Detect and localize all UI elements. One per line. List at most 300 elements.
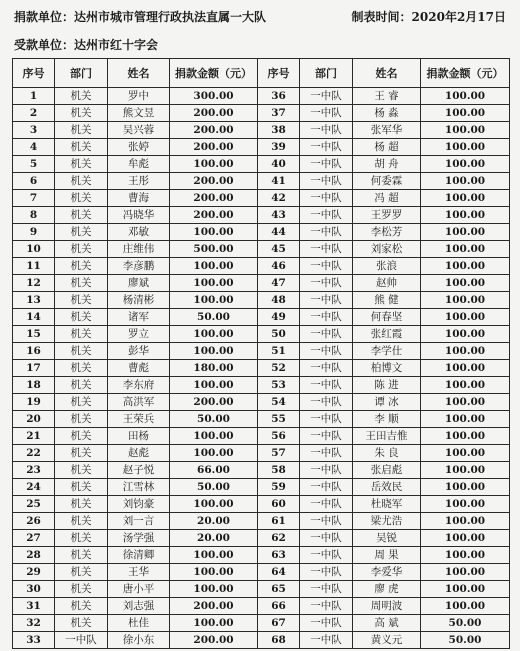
department: 机关: [55, 530, 108, 547]
department: 机关: [55, 394, 108, 411]
donation-amount: 100.00: [421, 445, 510, 462]
table-row: [13, 496, 510, 513]
department: 一中队: [300, 479, 353, 496]
donor-name: 王荣兵: [108, 411, 170, 428]
row-number: 30: [13, 581, 55, 598]
donor-name: 赵彪: [108, 445, 170, 462]
row-number: 17: [13, 360, 55, 377]
recipient-unit: 受款单位：达州市红十字会: [14, 38, 159, 52]
row-number: 5: [13, 156, 55, 173]
department: 一中队: [300, 207, 353, 224]
donor-name: 杨清彬: [108, 292, 170, 309]
row-number: 64: [258, 564, 300, 581]
row-number: 48: [258, 292, 300, 309]
department: 机关: [55, 462, 108, 479]
department: 一中队: [300, 445, 353, 462]
donation-amount: 200.00: [170, 122, 258, 139]
table-header-row: [13, 59, 510, 88]
department: 一中队: [300, 258, 353, 275]
donor-name: 李爱华: [353, 564, 421, 581]
table-row: [13, 360, 510, 377]
department: 机关: [55, 547, 108, 564]
donation-amount: 100.00: [421, 224, 510, 241]
department: 一中队: [300, 88, 353, 105]
department: 一中队: [300, 428, 353, 445]
department: 机关: [55, 122, 108, 139]
row-number: 52: [258, 360, 300, 377]
donation-amount: 200.00: [170, 598, 258, 615]
department: 一中队: [300, 156, 353, 173]
row-number: 39: [258, 139, 300, 156]
donation-amount: 100.00: [421, 275, 510, 292]
row-number: 18: [13, 377, 55, 394]
department: 一中队: [300, 343, 353, 360]
donor-name: 刘一言: [108, 513, 170, 530]
department: 一中队: [300, 360, 353, 377]
row-number: 25: [13, 496, 55, 513]
department: 一中队: [300, 275, 353, 292]
row-number: 14: [13, 309, 55, 326]
department: 一中队: [300, 564, 353, 581]
document-header: [14, 6, 506, 26]
donation-amount: 100.00: [421, 105, 510, 122]
donation-amount: 100.00: [421, 292, 510, 309]
donor-name: 熊文昱: [108, 105, 170, 122]
donor-name: 李学仕: [353, 343, 421, 360]
donation-amount: 50.00: [170, 411, 258, 428]
row-number: 16: [13, 343, 55, 360]
donation-amount: 100.00: [421, 88, 510, 105]
donation-amount: 100.00: [170, 275, 258, 292]
table-row: [13, 207, 510, 224]
donation-amount: 100.00: [421, 377, 510, 394]
donor-name: 杜晓军: [353, 496, 421, 513]
table-row: [13, 428, 510, 445]
department: 一中队: [300, 547, 353, 564]
row-number: 20: [13, 411, 55, 428]
row-number: 26: [13, 513, 55, 530]
donor-name: 周 果: [353, 547, 421, 564]
table-row: [13, 292, 510, 309]
department: 机关: [55, 275, 108, 292]
row-number: 51: [258, 343, 300, 360]
donation-amount: 180.00: [170, 360, 258, 377]
donor-name: 黄义元: [353, 632, 421, 649]
department: 一中队: [300, 309, 353, 326]
department: 一中队: [300, 598, 353, 615]
donation-amount: 100.00: [421, 547, 510, 564]
donation-amount: 100.00: [170, 547, 258, 564]
donor-name: 王华: [108, 564, 170, 581]
row-number: 19: [13, 394, 55, 411]
row-number: 21: [13, 428, 55, 445]
donation-amount: 100.00: [421, 139, 510, 156]
donation-amount: 200.00: [170, 632, 258, 649]
donor-name: 冯晓华: [108, 207, 170, 224]
table-row: [13, 88, 510, 105]
department: 一中队: [300, 496, 353, 513]
donation-amount: 100.00: [421, 190, 510, 207]
department: 机关: [55, 156, 108, 173]
donor-name: 徐清卿: [108, 547, 170, 564]
donation-amount: 300.00: [170, 88, 258, 105]
donor-name: 曹海: [108, 190, 170, 207]
col-header-dept: 部门: [55, 59, 108, 88]
donation-amount: 20.00: [170, 513, 258, 530]
donor-name: 赵子悦: [108, 462, 170, 479]
table-row: [13, 598, 510, 615]
donation-amount: 200.00: [170, 394, 258, 411]
row-number: 6: [13, 173, 55, 190]
row-number: 13: [13, 292, 55, 309]
donor-name: 杨 淼: [353, 105, 421, 122]
donor-name: 岳效民: [353, 479, 421, 496]
donation-amount: 100.00: [421, 326, 510, 343]
row-number: 59: [258, 479, 300, 496]
donation-amount: 100.00: [170, 156, 258, 173]
donor-name: 邓敏: [108, 224, 170, 241]
row-number: 47: [258, 275, 300, 292]
col-header-amount: 捐款金额（元）: [170, 59, 258, 88]
department: 机关: [55, 445, 108, 462]
donation-amount: 100.00: [421, 258, 510, 275]
donation-amount: 100.00: [421, 581, 510, 598]
donor-name: 李彦鹏: [108, 258, 170, 275]
department: 机关: [55, 224, 108, 241]
donation-amount: 66.00: [170, 462, 258, 479]
department: 一中队: [300, 632, 353, 649]
donor-name: 李 顺: [353, 411, 421, 428]
row-number: 22: [13, 445, 55, 462]
donation-amount: 100.00: [421, 173, 510, 190]
donor-name: 杜佳: [108, 615, 170, 632]
department: 机关: [55, 105, 108, 122]
department: 一中队: [300, 139, 353, 156]
department: 机关: [55, 343, 108, 360]
donor-name: 廖斌: [108, 275, 170, 292]
donor-name: 田杨: [108, 428, 170, 445]
donor-name: 王彤: [108, 173, 170, 190]
donor-name: 吴兴蓉: [108, 122, 170, 139]
table-row: [13, 224, 510, 241]
donation-amount: 200.00: [170, 139, 258, 156]
donor-name: 牟彪: [108, 156, 170, 173]
donor-name: 冯 超: [353, 190, 421, 207]
donation-amount: 20.00: [170, 530, 258, 547]
donation-amount: 100.00: [170, 343, 258, 360]
department: 一中队: [300, 581, 353, 598]
donor-name: 吴锐: [353, 530, 421, 547]
donor-name: 王罗罗: [353, 207, 421, 224]
donation-amount: 500.00: [170, 241, 258, 258]
department: 一中队: [300, 173, 353, 190]
table-row: [13, 122, 510, 139]
col-header-amount: 捐款金额（元）: [421, 59, 510, 88]
table-row: [13, 564, 510, 581]
donation-amount: 100.00: [421, 598, 510, 615]
department: 机关: [55, 292, 108, 309]
donation-amount: 100.00: [170, 615, 258, 632]
department: 机关: [55, 258, 108, 275]
donation-amount: 100.00: [421, 207, 510, 224]
donation-amount: 200.00: [170, 105, 258, 122]
donor-name: 王 睿: [353, 88, 421, 105]
donation-table: [12, 58, 510, 649]
donor-name: 彭华: [108, 343, 170, 360]
row-number: 10: [13, 241, 55, 258]
row-number: 27: [13, 530, 55, 547]
col-header-name: 姓名: [353, 59, 421, 88]
col-header-dept: 部门: [300, 59, 353, 88]
donor-name: 江雪林: [108, 479, 170, 496]
department: 一中队: [300, 241, 353, 258]
donation-amount: 100.00: [421, 360, 510, 377]
row-number: 63: [258, 547, 300, 564]
donation-amount: 50.00: [421, 615, 510, 632]
donor-name: 曹彪: [108, 360, 170, 377]
donor-name: 张婷: [108, 139, 170, 156]
donor-name: 何委霖: [353, 173, 421, 190]
donor-name: 刘家松: [353, 241, 421, 258]
donation-amount: 100.00: [421, 462, 510, 479]
donation-amount: 100.00: [170, 428, 258, 445]
donation-amount: 50.00: [170, 479, 258, 496]
row-number: 9: [13, 224, 55, 241]
donor-name: 熊 健: [353, 292, 421, 309]
table-row: [13, 547, 510, 564]
row-number: 8: [13, 207, 55, 224]
department: 一中队: [300, 224, 353, 241]
donation-amount: 100.00: [421, 122, 510, 139]
table-row: [13, 615, 510, 632]
table-date: 制表时间：2020年2月17日: [351, 9, 506, 24]
donation-amount: 100.00: [170, 564, 258, 581]
row-number: 24: [13, 479, 55, 496]
row-number: 3: [13, 122, 55, 139]
row-number: 65: [258, 581, 300, 598]
row-number: 12: [13, 275, 55, 292]
table-row: [13, 156, 510, 173]
department: 机关: [55, 207, 108, 224]
row-number: 50: [258, 326, 300, 343]
row-number: 15: [13, 326, 55, 343]
department: 一中队: [300, 122, 353, 139]
row-number: 23: [13, 462, 55, 479]
row-number: 58: [258, 462, 300, 479]
donation-amount: 100.00: [421, 428, 510, 445]
donor-name: 赵帅: [353, 275, 421, 292]
row-number: 66: [258, 598, 300, 615]
row-number: 31: [13, 598, 55, 615]
department: 一中队: [300, 615, 353, 632]
donation-amount: 200.00: [170, 173, 258, 190]
donation-amount: 100.00: [421, 564, 510, 581]
row-number: 41: [258, 173, 300, 190]
department: 一中队: [300, 462, 353, 479]
department: 机关: [55, 564, 108, 581]
department: 机关: [55, 428, 108, 445]
donation-amount: 100.00: [170, 292, 258, 309]
donor-name: 何春坚: [353, 309, 421, 326]
department: 机关: [55, 190, 108, 207]
donor-name: 梁尤浩: [353, 513, 421, 530]
department: 机关: [55, 513, 108, 530]
donor-name: 诸军: [108, 309, 170, 326]
donor-name: 罗中: [108, 88, 170, 105]
table-row: [13, 377, 510, 394]
donor-name: 罗立: [108, 326, 170, 343]
row-number: 2: [13, 105, 55, 122]
row-number: 54: [258, 394, 300, 411]
donation-amount: 100.00: [170, 496, 258, 513]
department: 机关: [55, 615, 108, 632]
row-number: 49: [258, 309, 300, 326]
department: 机关: [55, 326, 108, 343]
department: 机关: [55, 479, 108, 496]
donor-name: 汤学强: [108, 530, 170, 547]
donor-name: 李东府: [108, 377, 170, 394]
donation-amount: 50.00: [421, 632, 510, 649]
row-number: 38: [258, 122, 300, 139]
department: 一中队: [55, 632, 108, 649]
department: 机关: [55, 88, 108, 105]
donor-name: 廖 虎: [353, 581, 421, 598]
row-number: 28: [13, 547, 55, 564]
donation-amount: 100.00: [170, 224, 258, 241]
table-row: [13, 394, 510, 411]
row-number: 53: [258, 377, 300, 394]
row-number: 42: [258, 190, 300, 207]
donor-name: 唐小平: [108, 581, 170, 598]
donor-name: 王田吉惟: [353, 428, 421, 445]
department: 机关: [55, 309, 108, 326]
donation-amount: 100.00: [170, 258, 258, 275]
table-row: [13, 326, 510, 343]
row-number: 7: [13, 190, 55, 207]
table-row: [13, 581, 510, 598]
row-number: 56: [258, 428, 300, 445]
table-row: [13, 343, 510, 360]
table-row: [13, 258, 510, 275]
donation-amount: 100.00: [421, 156, 510, 173]
donation-amount: 100.00: [170, 445, 258, 462]
row-number: 1: [13, 88, 55, 105]
donation-amount: 100.00: [170, 377, 258, 394]
donor-name: 李松芳: [353, 224, 421, 241]
row-number: 4: [13, 139, 55, 156]
donor-name: 张红霞: [353, 326, 421, 343]
row-number: 67: [258, 615, 300, 632]
row-number: 11: [13, 258, 55, 275]
row-number: 57: [258, 445, 300, 462]
department: 机关: [55, 173, 108, 190]
department: 机关: [55, 581, 108, 598]
donor-name: 刘钧豪: [108, 496, 170, 513]
donation-amount: 100.00: [421, 411, 510, 428]
donor-name: 柏博文: [353, 360, 421, 377]
donation-amount: 100.00: [421, 394, 510, 411]
donor-name: 周明波: [353, 598, 421, 615]
donor-name: 徐小东: [108, 632, 170, 649]
donor-name: 张军华: [353, 122, 421, 139]
table-row: [13, 105, 510, 122]
department: 一中队: [300, 530, 353, 547]
donor-name: 刘志强: [108, 598, 170, 615]
table-row: [13, 479, 510, 496]
table-row: [13, 530, 510, 547]
donor-name: 陈 进: [353, 377, 421, 394]
department: 一中队: [300, 326, 353, 343]
donor-name: 谭 冰: [353, 394, 421, 411]
row-number: 60: [258, 496, 300, 513]
col-header-name: 姓名: [108, 59, 170, 88]
row-number: 40: [258, 156, 300, 173]
donation-amount: 100.00: [421, 479, 510, 496]
department: 机关: [55, 598, 108, 615]
department: 机关: [55, 360, 108, 377]
row-number: 44: [258, 224, 300, 241]
donation-amount: 100.00: [421, 343, 510, 360]
table-row: [13, 411, 510, 428]
department: 机关: [55, 496, 108, 513]
row-number: 55: [258, 411, 300, 428]
table-row: [13, 139, 510, 156]
donor-name: 朱 良: [353, 445, 421, 462]
donation-amount: 100.00: [421, 496, 510, 513]
donor-name: 高洪军: [108, 394, 170, 411]
donation-amount: 200.00: [170, 190, 258, 207]
row-number: 45: [258, 241, 300, 258]
donation-amount: 100.00: [421, 309, 510, 326]
donor-name: 杨 超: [353, 139, 421, 156]
row-number: 37: [258, 105, 300, 122]
donation-amount: 100.00: [421, 513, 510, 530]
donor-name: 高 斌: [353, 615, 421, 632]
department: 一中队: [300, 190, 353, 207]
donor-name: 胡 舟: [353, 156, 421, 173]
department: 一中队: [300, 411, 353, 428]
department: 机关: [55, 241, 108, 258]
row-number: 33: [13, 632, 55, 649]
table-row: [13, 513, 510, 530]
col-header-no: 序号: [258, 59, 300, 88]
donation-amount: 100.00: [170, 581, 258, 598]
department: 一中队: [300, 513, 353, 530]
department: 机关: [55, 411, 108, 428]
col-header-no: 序号: [13, 59, 55, 88]
donation-amount: 100.00: [421, 530, 510, 547]
table-row: [13, 190, 510, 207]
row-number: 29: [13, 564, 55, 581]
donation-amount: 100.00: [170, 326, 258, 343]
table-row: [13, 445, 510, 462]
row-number: 61: [258, 513, 300, 530]
table-row: [13, 241, 510, 258]
row-number: 62: [258, 530, 300, 547]
department: 一中队: [300, 394, 353, 411]
row-number: 68: [258, 632, 300, 649]
donor-name: 庄维伟: [108, 241, 170, 258]
row-number: 32: [13, 615, 55, 632]
donor-name: 张启彪: [353, 462, 421, 479]
table-row: [13, 275, 510, 292]
table-row: [13, 632, 510, 649]
donation-amount: 100.00: [421, 241, 510, 258]
department: 一中队: [300, 105, 353, 122]
department: 一中队: [300, 292, 353, 309]
row-number: 36: [258, 88, 300, 105]
row-number: 46: [258, 258, 300, 275]
